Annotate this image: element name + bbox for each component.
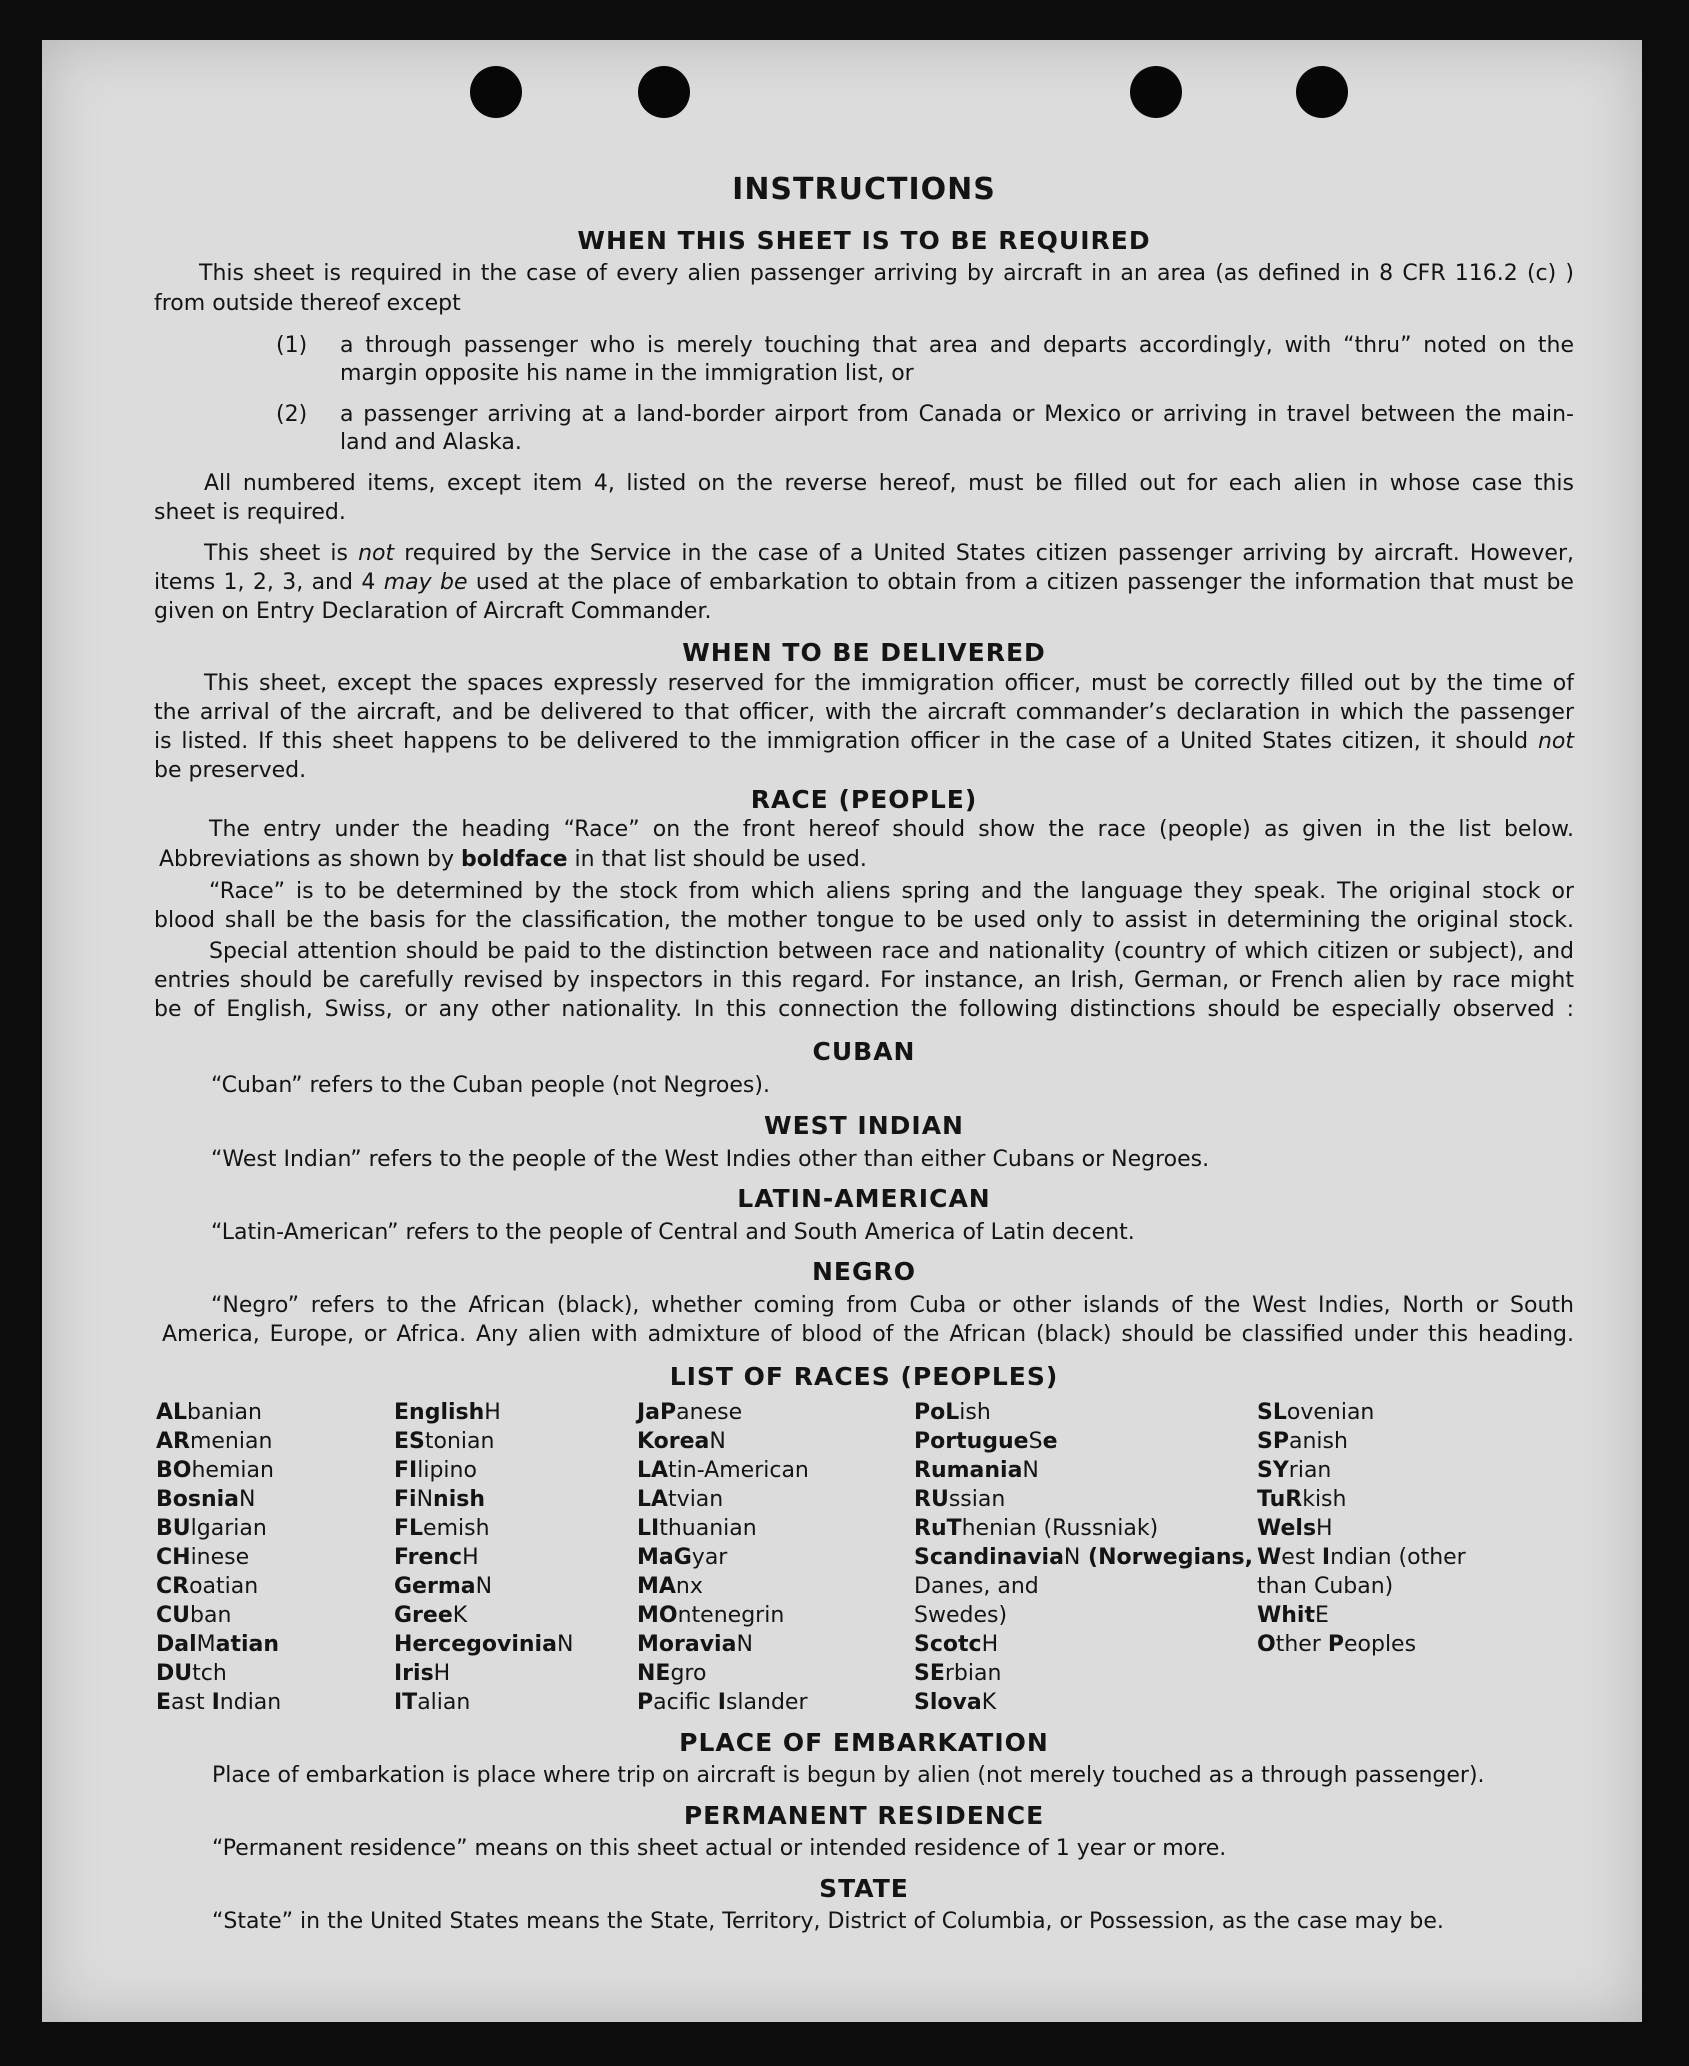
race-entry: ITalian xyxy=(394,1690,471,1715)
paragraph-line: the arrival of the aircraft, and be delivered to that officer, with the aircraft commander’s declaration in which the passenger xyxy=(154,700,1574,725)
race-entry: NEgro xyxy=(637,1661,707,1686)
race-entry: LAtin-American xyxy=(637,1458,809,1483)
paragraph-line: “West Indian” refers to the people of the West Indies other than either Cubans or Negroes. xyxy=(211,1147,1210,1172)
races-column xyxy=(914,1398,1253,1717)
document-page xyxy=(42,40,1642,2022)
heading-state: STATE xyxy=(819,1874,909,1903)
race-entry: HercegoviniaN xyxy=(394,1632,574,1657)
paragraph-line: The entry under the heading “Race” on the front hereof should show the race (people) as given in the list below. xyxy=(209,817,1574,842)
race-entry: MoraviaN xyxy=(637,1632,753,1657)
paragraph-line: “Permanent residence” means on this sheet actual or intended residence of 1 year or more. xyxy=(212,1836,1227,1861)
race-entry: FLemish xyxy=(394,1516,490,1541)
heading-list-of-races: LIST OF RACES (PEOPLES) xyxy=(669,1362,1059,1391)
paragraph-line: This sheet is required in the case of every alien passenger arriving by aircraft in an area (as defined in 8 CFR 116.2 (c) ) xyxy=(199,261,1574,286)
race-entry: GermaN xyxy=(394,1574,493,1599)
paragraph-line: Place of embarkation is place where trip on aircraft is begun by alien (not merely touched as a through passenger). xyxy=(212,1763,1485,1788)
paragraph-line: be preserved. xyxy=(154,758,307,783)
paragraph-line: Abbreviations as shown by boldface in that list should be used. xyxy=(159,847,867,872)
race-entry: FrencH xyxy=(394,1545,479,1570)
race-entry: Swedes) xyxy=(914,1603,1008,1628)
race-entry: TuRkish xyxy=(1257,1487,1347,1512)
race-entry: PortugueSe xyxy=(914,1429,1058,1454)
heading-when-required: WHEN THIS SHEET IS TO BE REQUIRED xyxy=(577,226,1151,255)
paragraph-line: “Negro” refers to the African (black), whether coming from Cuba or other islands of the West Indies, North or South xyxy=(211,1293,1574,1318)
races-column xyxy=(637,1398,809,1717)
item-line: margin opposite his name in the immigration list, or xyxy=(340,361,914,386)
paragraph-line: “Cuban” refers to the Cuban people (not Negroes). xyxy=(211,1073,770,1098)
paragraph-line: “State” in the United States means the State, Territory, District of Columbia, or Possession, as the case may be. xyxy=(212,1909,1444,1934)
race-entry: PoLish xyxy=(914,1400,991,1425)
race-entry: SlovaK xyxy=(914,1690,997,1715)
heading-embarkation: PLACE OF EMBARKATION xyxy=(679,1728,1049,1757)
item-line: a through passenger who is merely touching that area and departs accordingly, with “thru” noted on the xyxy=(340,333,1574,358)
paragraph-line: blood shall be the basis for the classification, the mother tongue to be used only to assist in determining the original stock. xyxy=(154,908,1574,933)
race-entry: CRoatian xyxy=(156,1574,259,1599)
race-entry: CUban xyxy=(156,1603,232,1628)
race-entry: Pacific Islander xyxy=(637,1690,808,1715)
heading-negro: NEGRO xyxy=(811,1257,917,1286)
race-entry: West Indian (other xyxy=(1257,1545,1466,1570)
paragraph-line: All numbered items, except item 4, listed on the reverse hereof, must be filled out for each alien in whose case this xyxy=(204,471,1574,496)
race-entry: Danes, and xyxy=(914,1574,1039,1599)
race-entry: WelsH xyxy=(1257,1516,1333,1541)
race-entry: KoreaN xyxy=(637,1429,726,1454)
paragraph-line: from outside thereof except xyxy=(154,291,461,316)
heading-when-delivered: WHEN TO BE DELIVERED xyxy=(682,638,1046,667)
race-entry: CHinese xyxy=(156,1545,250,1570)
race-entry: WhitE xyxy=(1257,1603,1329,1628)
race-entry: DUtch xyxy=(156,1661,227,1686)
race-entry: GreeK xyxy=(394,1603,468,1628)
heading-latin-american: LATIN-AMERICAN xyxy=(737,1184,991,1213)
paragraph-line: given on Entry Declaration of Aircraft Commander. xyxy=(154,599,712,624)
race-entry: RumaniaN xyxy=(914,1458,1039,1483)
race-entry: MOntenegrin xyxy=(637,1603,785,1628)
race-entry: ARmenian xyxy=(156,1429,273,1454)
race-entry: ALbanian xyxy=(156,1400,262,1425)
paragraph-line: This sheet is not required by the Service in the case of a United States citizen passenger arriving by aircraft. However, xyxy=(204,541,1574,566)
race-entry: BOhemian xyxy=(156,1458,274,1483)
item-number: (1) xyxy=(276,333,308,358)
race-entry: EnglishH xyxy=(394,1400,501,1425)
paragraph-line: is listed. If this sheet happens to be delivered to the immigration officer in the case of a United States citizen, it should not xyxy=(154,729,1575,754)
race-entry: FiNnish xyxy=(394,1487,486,1512)
race-entry: than Cuban) xyxy=(1257,1574,1394,1599)
race-entry: Other Peoples xyxy=(1257,1632,1417,1657)
paragraph-line: be of English, Swiss, or any other nationality. In this connection the following distinctions should be especially observed : xyxy=(154,997,1574,1022)
race-entry: LIthuanian xyxy=(637,1516,757,1541)
paragraph-line: items 1, 2, 3, and 4 may be used at the place of embarkation to obtain from a citizen passenger the information that must be xyxy=(154,570,1574,595)
races-column xyxy=(394,1398,573,1717)
race-entry: SLovenian xyxy=(1257,1400,1375,1425)
heading-permanent-residence: PERMANENT RESIDENCE xyxy=(683,1801,1045,1830)
instructions-content xyxy=(154,40,1574,2022)
race-entry: East Indian xyxy=(156,1690,282,1715)
heading-race: RACE (PEOPLE) xyxy=(750,785,978,814)
race-entry: LAtvian xyxy=(637,1487,724,1512)
item-line: land and Alaska. xyxy=(340,430,522,455)
race-entry: BUlgarian xyxy=(156,1516,267,1541)
race-entry: RUssian xyxy=(914,1487,1006,1512)
paragraph-line: Special attention should be paid to the distinction between race and nationality (country of which citizen or subject), and xyxy=(209,939,1574,964)
race-entry: FIlipino xyxy=(394,1458,477,1483)
races-column xyxy=(156,1398,281,1717)
page-title: INSTRUCTIONS xyxy=(732,172,996,207)
heading-west-indian: WEST INDIAN xyxy=(764,1111,964,1140)
race-entry: RuThenian (Russniak) xyxy=(914,1516,1159,1541)
race-entry: SErbian xyxy=(914,1661,1002,1686)
race-entry: EStonian xyxy=(394,1429,495,1454)
paragraph-line: “Race” is to be determined by the stock from which aliens spring and the language they speak. The original stock or xyxy=(209,879,1574,904)
paragraph-line: This sheet, except the spaces expressly reserved for the immigration officer, must be correctly filled out by the time of xyxy=(204,671,1574,696)
race-entry: MAnx xyxy=(637,1574,703,1599)
race-entry: ScotcH xyxy=(914,1632,999,1657)
paragraph-line: America, Europe, or Africa. Any alien with admixture of blood of the African (black) should be classified under this heading. xyxy=(162,1322,1574,1347)
race-entry: BosniaN xyxy=(156,1487,256,1512)
race-entry: ScandinaviaN (Norwegians, xyxy=(914,1545,1253,1570)
heading-cuban: CUBAN xyxy=(812,1037,916,1066)
race-entry: IrisH xyxy=(394,1661,451,1686)
race-entry: DalMatian xyxy=(156,1632,280,1657)
paragraph-line: entries should be carefully revised by inspectors in this regard. For instance, an Irish, German, or French alien by race might xyxy=(154,968,1574,993)
race-entry: SPanish xyxy=(1257,1429,1348,1454)
paragraph-line: “Latin-American” refers to the people of Central and South America of Latin decent. xyxy=(211,1220,1135,1245)
item-number: (2) xyxy=(276,402,308,427)
race-entry: SYrian xyxy=(1257,1458,1332,1483)
race-entry: MaGyar xyxy=(637,1545,728,1570)
races-column xyxy=(1257,1398,1466,1659)
race-entry: JaPanese xyxy=(637,1400,743,1425)
item-line: a passenger arriving at a land-border airport from Canada or Mexico or arriving in travel between the main- xyxy=(340,402,1574,427)
paragraph-line: sheet is required. xyxy=(154,500,346,525)
